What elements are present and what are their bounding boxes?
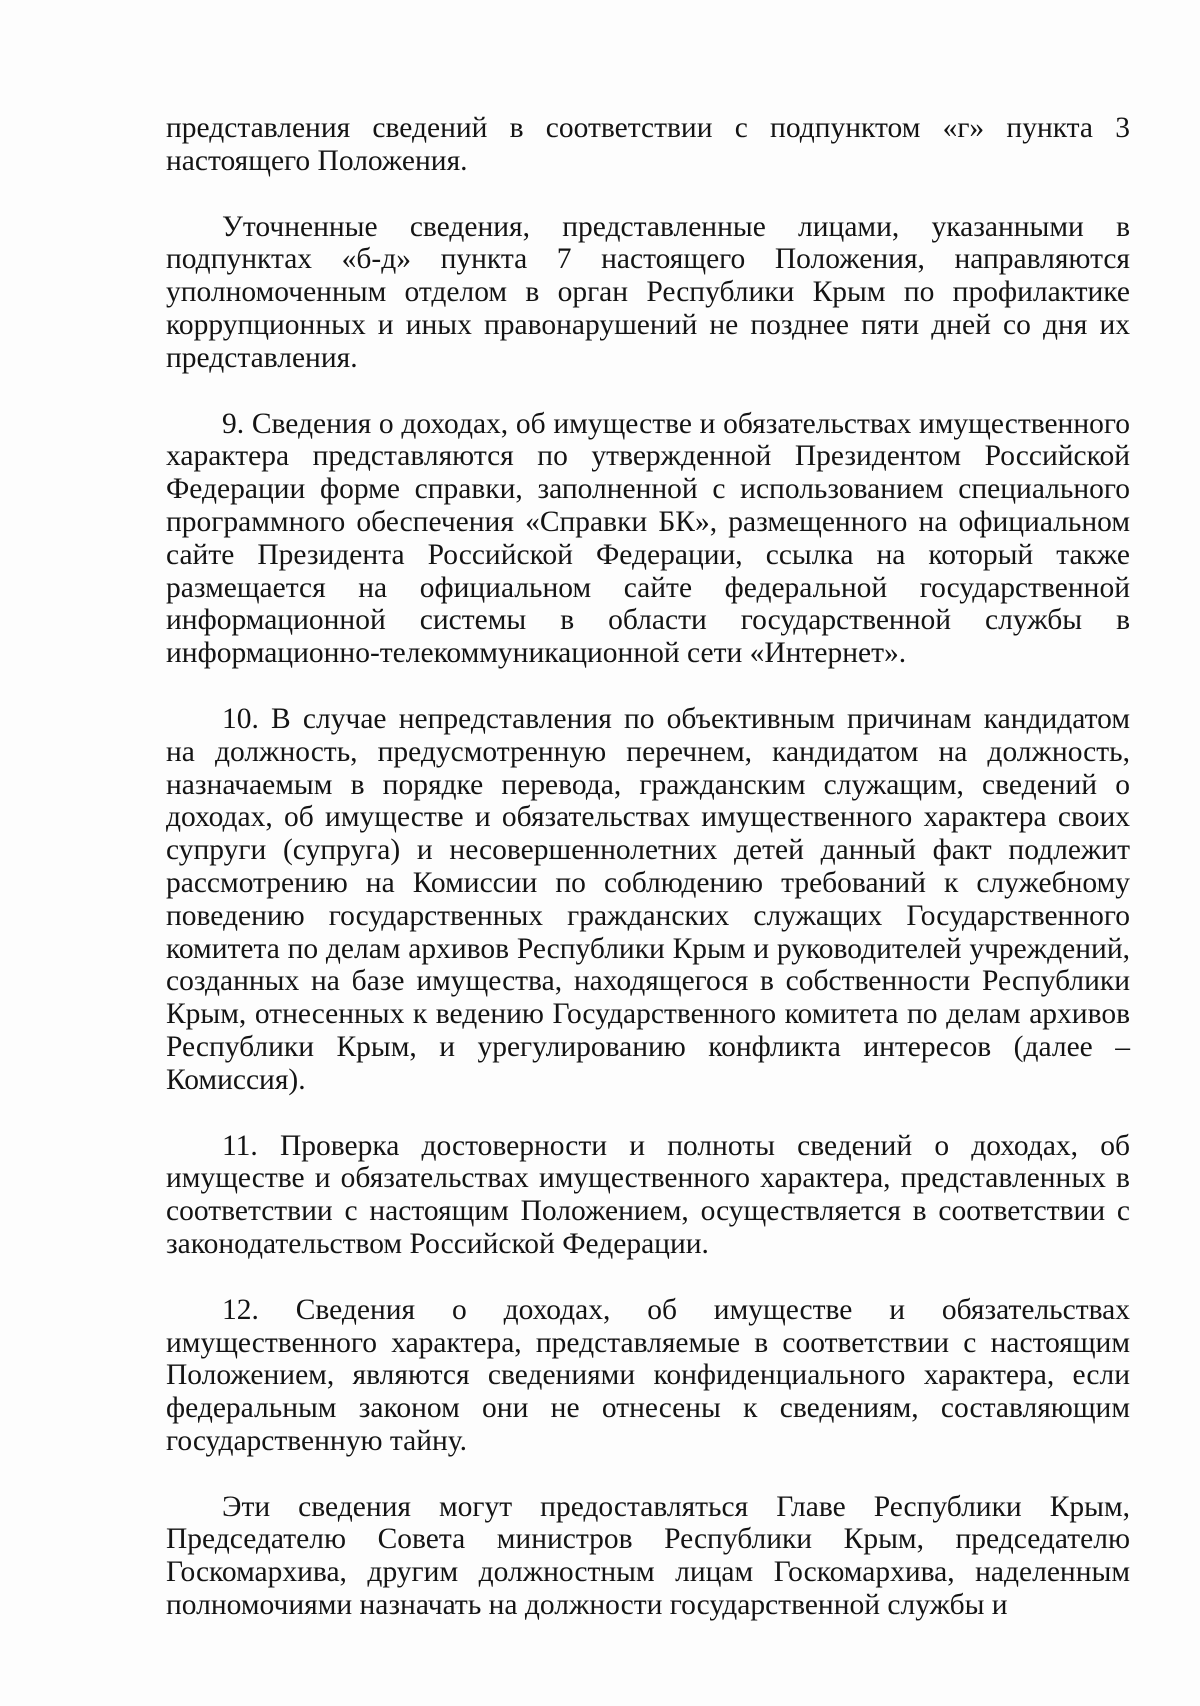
document-body bbox=[166, 112, 1130, 1622]
paragraph-11: 11. Проверка достоверности и полноты сведений о доходах, об имуществе и обязательствах имущественного характера, представленных в соответствии с настоящим Положением, осуществляется в соответствии с законодательством Российской Федерации. bbox=[166, 1129, 1130, 1260]
paragraph-provided-to: Эти сведения могут предоставляться Главе Республики Крым, Председателю Совета министров Республики Крым, председателю Госкомархива, другим должностным лицам Госкомархива, наделенным полномочиями назначать на должности государственной службы и bbox=[166, 1490, 1130, 1622]
paragraph-9: 9. Сведения о доходах, об имуществе и обязательствах имущественного характера представляются по утвержденной Президентом Российской Федерации форме справки, заполненной с использованием специального программного обеспечения «Справки БК», размещенного на официальном сайте Президента Российской Федерации, ссылка на который также размещается на официальном сайте федеральной государственной информационной системы в области государственной службы в информационно-телекоммуникационной сети «Интернет». bbox=[166, 407, 1130, 670]
paragraph-continuation: представления сведений в соответствии с подпунктом «г» пункта 3 настоящего Положения. bbox=[166, 112, 1130, 177]
paragraph-10: 10. В случае непредставления по объективным причинам кандидатом на должность, предусмотренную перечнем, кандидатом на должность, назначаемым в порядке перевода, гражданским служащим, сведений о доходах, об имуществе и обязательствах имущественного характера своих супруги (супруга) и несовершеннолетних детей данный факт подлежит рассмотрению на Комиссии по соблюдению требований к служебному поведению государственных гражданских служащих Государственного комитета по делам архивов Республики Крым и руководителей учреждений, созданных на базе имущества, находящегося в собственности Республики Крым, отнесенных к ведению Государственного комитета по делам архивов Республики Крым, и урегулированию конфликта интересов (далее – Комиссия). bbox=[166, 702, 1130, 1096]
paragraph-clarified-info: Уточненные сведения, представленные лицами, указанными в подпунктах «б-д» пункта 7 настоящего Положения, направляются уполномоченным отделом в орган Республики Крым по профилактике коррупционных и иных правонарушений не позднее пяти дней со дня их представления. bbox=[166, 210, 1130, 374]
paragraph-12: 12. Сведения о доходах, об имуществе и обязательствах имущественного характера, представляемые в соответствии с настоящим Положением, являются сведениями конфиденциального характера, если федеральным законом они не отнесены к сведениям, составляющим государственную тайну. bbox=[166, 1293, 1130, 1457]
